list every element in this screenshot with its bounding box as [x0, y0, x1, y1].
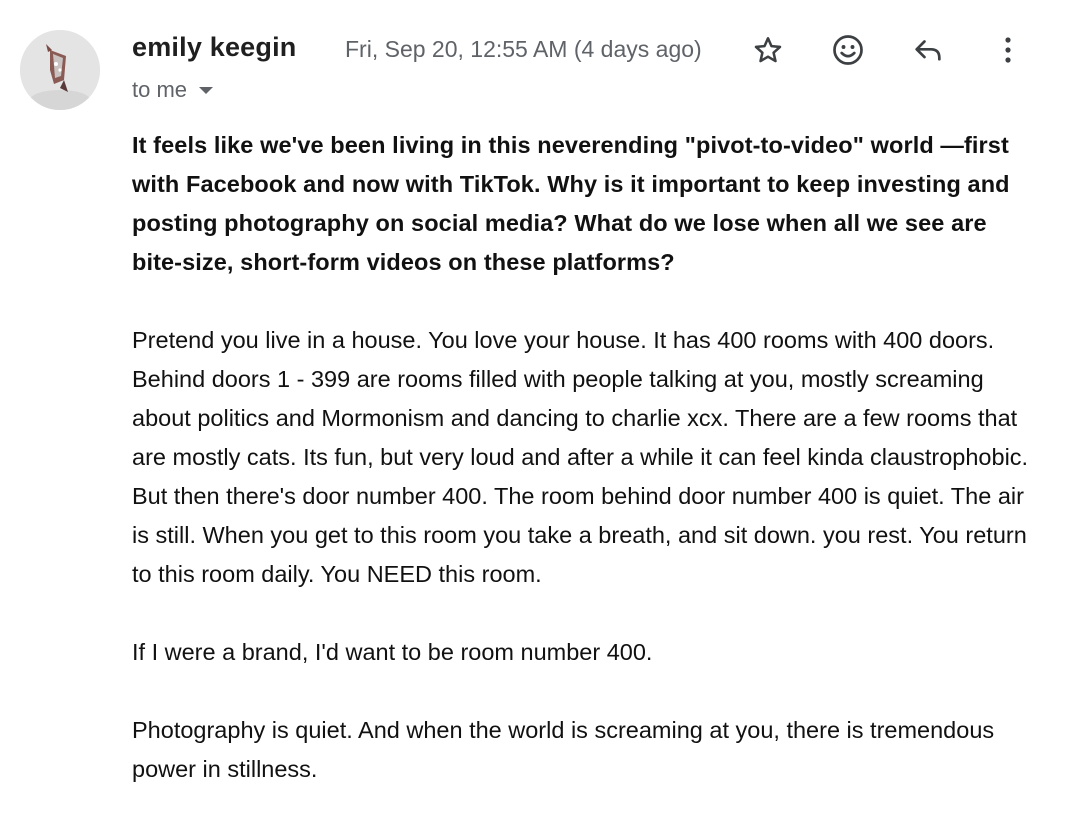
message-timestamp: Fri, Sep 20, 12:55 AM (4 days ago) — [345, 36, 702, 62]
avatar-photo — [20, 30, 100, 110]
star-icon — [752, 34, 784, 66]
more-vert-icon — [1002, 35, 1014, 65]
message-paragraph: Pretend you live in a house. You love your house. It has 400 rooms with 400 doors. Behind doors 1 - 399 are rooms filled with people talking at you, mostly screaming about politics and Mormonism and dancing to charlie xcx. There are a few rooms that are mostly cats. Its fun, but very loud and after a while it can feel kinda claustrophobic. But then there's door number 400. The room behind door number 400 is quiet. The air is still. When you get to this room you take a breath, and sit down. you rest. You return to this room daily. You NEED this room. — [132, 327, 1029, 587]
chevron-down-icon — [199, 87, 213, 94]
recipient-label: to me — [132, 77, 188, 102]
recipient-details-toggle[interactable] — [132, 77, 213, 103]
sender-name[interactable]: emily keegin — [132, 32, 297, 62]
sender-avatar[interactable] — [20, 30, 100, 110]
emoji-reaction-icon — [830, 32, 866, 68]
reply-button[interactable] — [906, 28, 950, 72]
message-body — [132, 126, 1032, 828]
message-paragraph: If I were a brand, I'd want to be room number 400. — [132, 639, 653, 665]
reply-icon — [911, 33, 945, 67]
star-button[interactable] — [746, 28, 790, 72]
more-options-button[interactable] — [986, 28, 1030, 72]
message-question: It feels like we've been living in this neverending "pivot-to-video" world —first with Facebook and now with TikTok. Why is it important to keep investing and posting photography on social media? What do we lose when all we see are bite-size, short-form videos on these platforms? — [132, 132, 1010, 275]
add-reaction-button[interactable] — [826, 28, 870, 72]
message-paragraph: Photography is quiet. And when the world is screaming at you, there is tremendous power in stillness. — [132, 717, 995, 782]
